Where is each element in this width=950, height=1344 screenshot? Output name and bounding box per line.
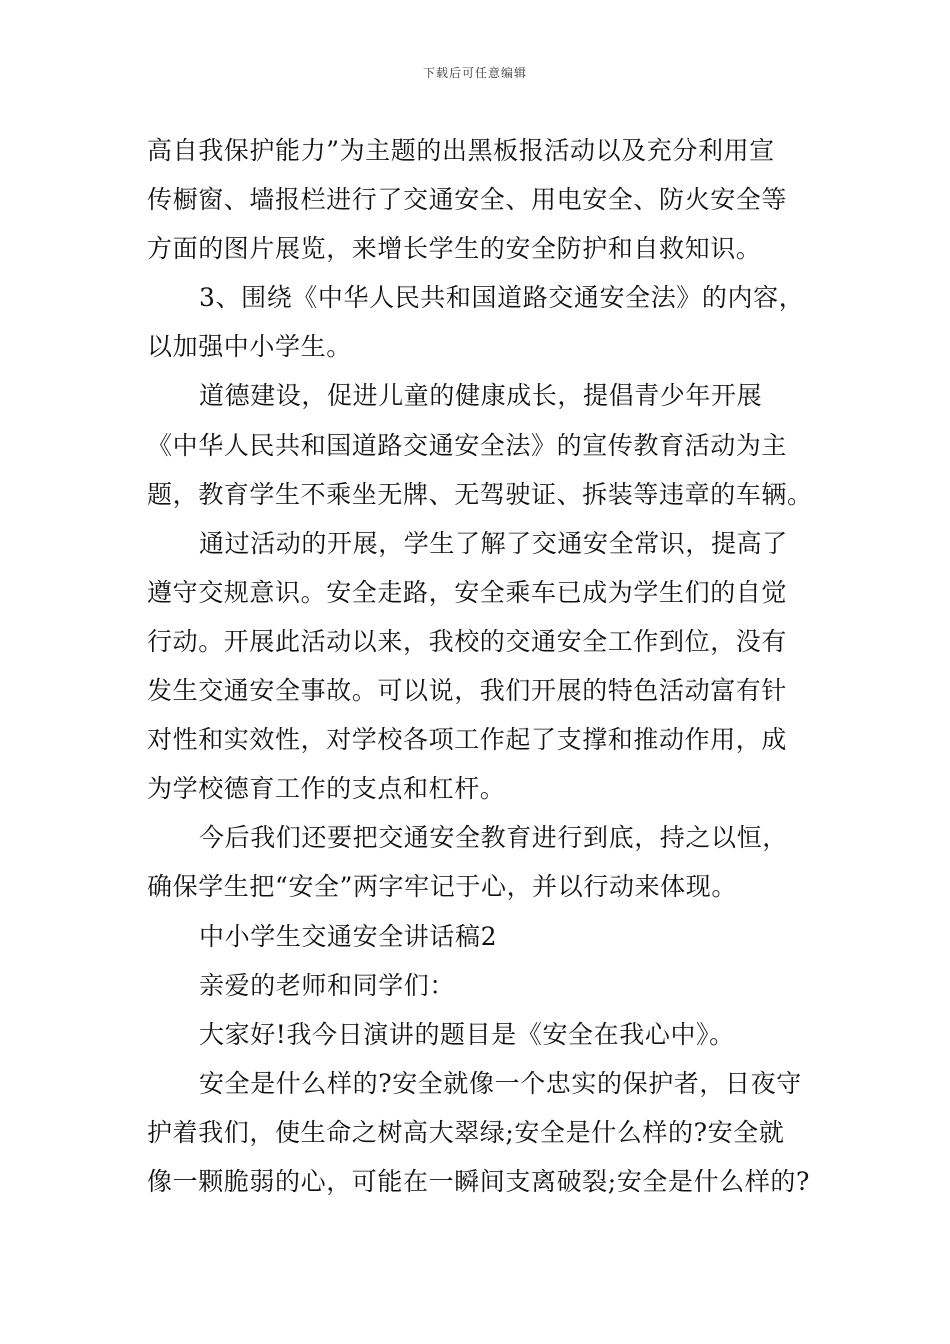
text-line: 《中华人民共和国道路交通安全法》的宣传教育活动为主 [147, 430, 788, 460]
text-line: 今后我们还要把交通安全教育进行到底，持之以恒， [199, 823, 788, 853]
text-line: 3、围绕《中华人民共和国道路交通安全法》的内容， [199, 283, 805, 313]
text-line: 题，教育学生不乘坐无牌、无驾驶证、拆装等违章的车辆。 [147, 479, 813, 509]
text-line: 遵守交规意识。安全走路，安全乘车已成为学生们的自觉 [147, 577, 788, 607]
text-line: 发生交通安全事故。可以说，我们开展的特色活动富有针 [147, 676, 788, 706]
text-line: 高自我保护能力”为主题的出黑板报活动以及充分利用宣 [147, 136, 775, 165]
text-line: 行动。开展此活动以来，我校的交通安全工作到位，没有 [147, 626, 788, 656]
text-line: 道德建设，促进儿童的健康成长，提倡青少年开展 [199, 381, 763, 411]
text-line: 传橱窗、墙报栏进行了交通安全、用电安全、防火安全等 [147, 185, 788, 215]
text-line: 方面的图片展览，来增长学生的安全防护和自救知识。 [147, 234, 762, 264]
salutation: 亲爱的老师和同学们： [199, 970, 456, 1000]
page-header-note: 下载后可任意编辑 [422, 66, 527, 80]
text-line: 护着我们，使生命之树高大翠绿;安全是什么样的?安全就 [147, 1117, 785, 1147]
text-line: 像一颗脆弱的心，可能在一瞬间支离破裂;安全是什么样的? [147, 1166, 811, 1196]
text-line: 通过活动的开展，学生了解了交通安全常识，提高了 [199, 528, 788, 558]
text-line: 对性和实效性，对学校各项工作起了支撑和推动作用，成 [147, 725, 788, 755]
text-line: 安全是什么样的?安全就像一个忠实的保护者，日夜守 [199, 1068, 802, 1098]
section-heading: 中小学生交通安全讲话稿2 [199, 921, 498, 951]
text-line: 以加强中小学生。 [147, 332, 352, 362]
text-line: 为学校德育工作的支点和杠杆。 [147, 774, 506, 804]
text-line: 大家好!我今日演讲的题目是《安全在我心中》。 [199, 1019, 735, 1049]
document-body [147, 126, 827, 1206]
text-line: 确保学生把“安全”两字牢记于心，并以行动来体现。 [147, 872, 737, 902]
